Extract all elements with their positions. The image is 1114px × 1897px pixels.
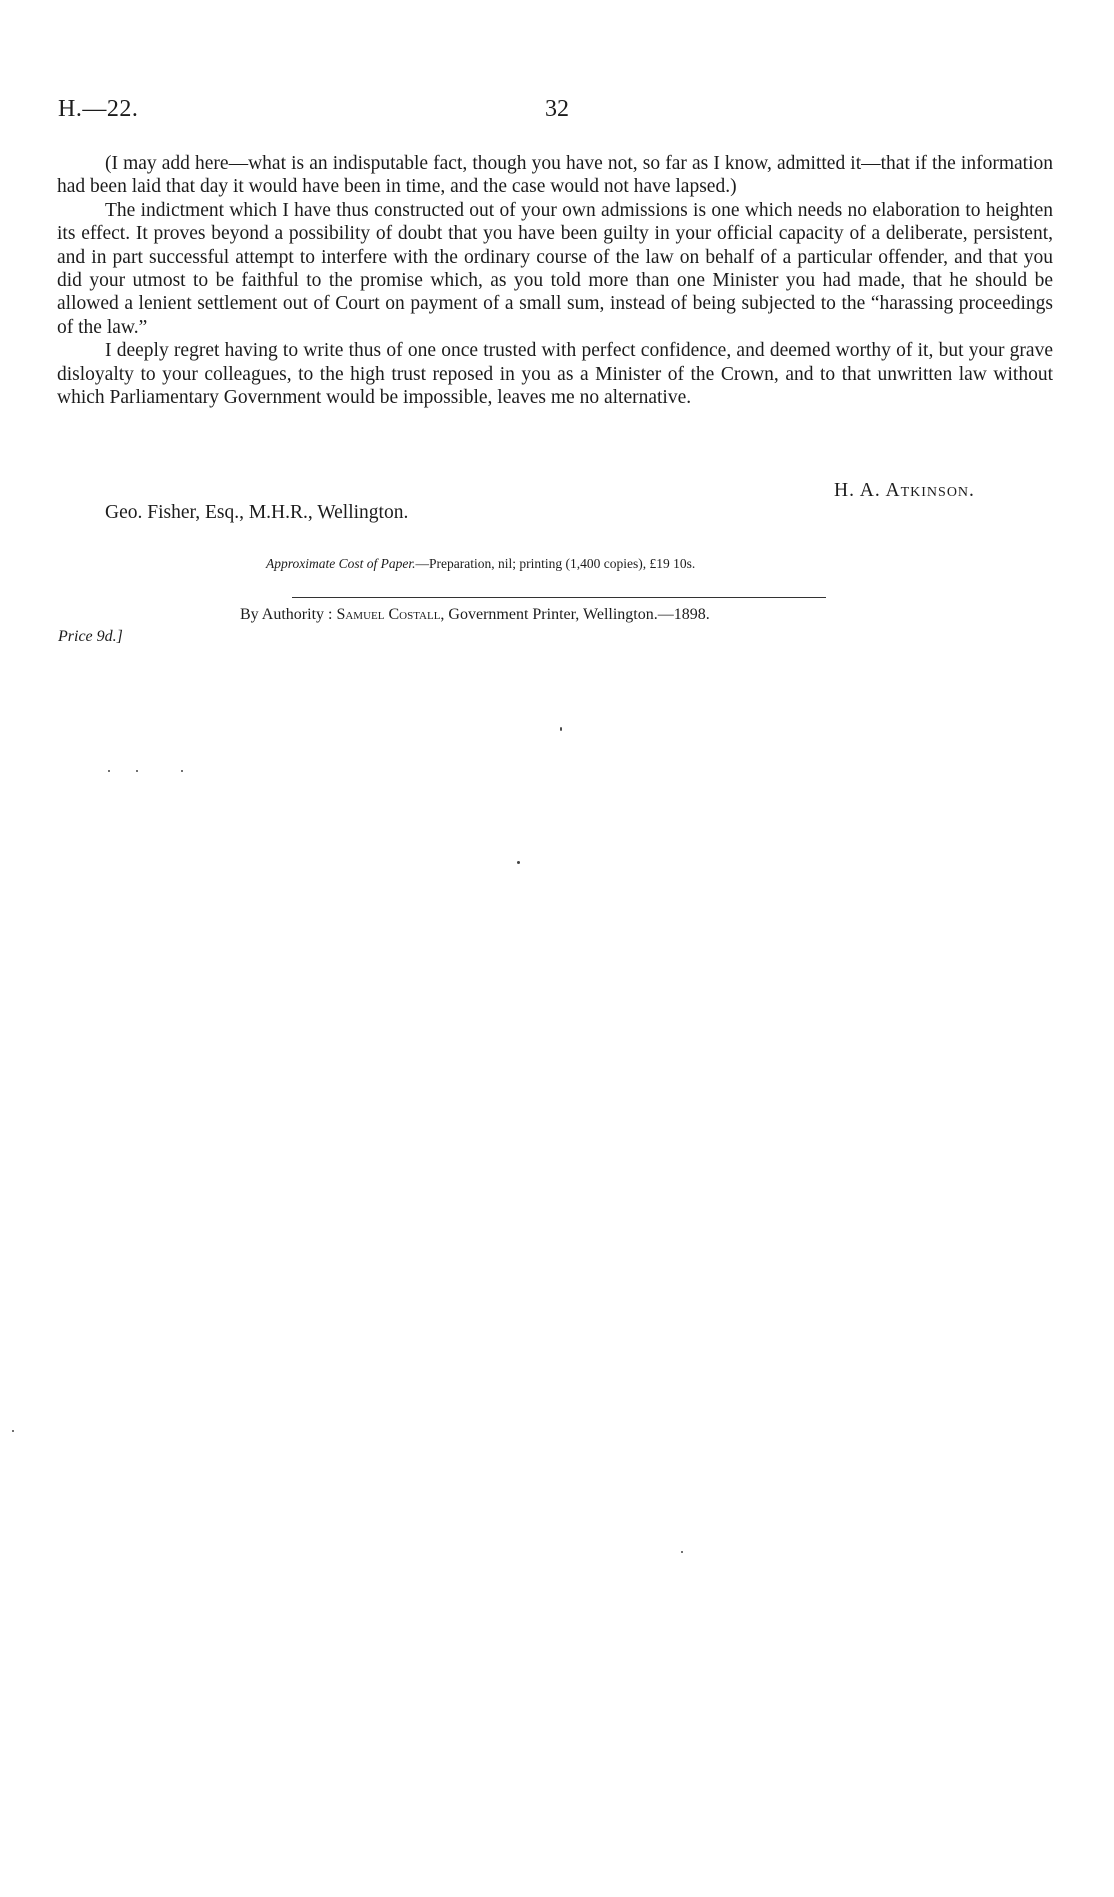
scan-speck xyxy=(681,1551,683,1553)
price-note: Price 9d.] xyxy=(58,628,123,645)
printer-name: Samuel Costall, xyxy=(336,606,445,623)
scan-speck xyxy=(517,861,520,864)
paragraph: I deeply regret having to write thus of one once trusted with perfect confidence, and deemed worthy of it, but your grave disloyalty to your colleagues, to the high trust reposed in you as a Minister of the Crown, and to that unwritten law without which Parliamentary Government would be impossible, leaves me no alternative. xyxy=(57,340,1053,409)
paragraph: (I may add here—what is an indisputable fact, though you have not, so far as I know, admitted it—that if the information had been laid that day it would have been in time, and the case would not have lapsed.) xyxy=(57,153,1053,198)
cost-note-text: —Preparation, nil; printing (1,400 copies), £19 10s. xyxy=(415,556,696,571)
scan-speck xyxy=(12,1430,14,1432)
divider-rule xyxy=(292,597,826,598)
recipient-address: Geo. Fisher, Esq., M.H.R., Wellington. xyxy=(105,502,409,523)
imprint-rest: Government Printer, Wellington.—1898. xyxy=(448,606,710,623)
scan-speck xyxy=(560,727,562,731)
page-number: 32 xyxy=(545,96,569,122)
paper-reference: H.—22. xyxy=(58,96,139,122)
scan-speck xyxy=(108,770,110,772)
cost-note-label: Approximate Cost of Paper. xyxy=(266,556,416,571)
paragraph: The indictment which I have thus constructed out of your own admissions is one which needs no elaboration to heighten its effect. It proves beyond a possibility of doubt that you have been guilty in your official capacity of a deliberate, persistent, and in part successful attempt to interfere with the ordinary course of the law on behalf of a particular offender, and that you did your utmost to be faithful to the promise which, as you told more than one Minister you had made, that he should be allowed a lenient settlement out of Court on payment of a small sum, instead of being subjected to the “harassing proceedings of the law.” xyxy=(57,199,1053,338)
signature: H. A. Atkinson. xyxy=(834,480,975,501)
scan-speck xyxy=(136,770,138,772)
imprint-prefix: By Authority : xyxy=(240,606,333,623)
scan-speck xyxy=(181,770,183,772)
cost-of-paper-note xyxy=(266,556,695,572)
letter-body xyxy=(57,152,1053,409)
printer-imprint xyxy=(240,606,710,624)
